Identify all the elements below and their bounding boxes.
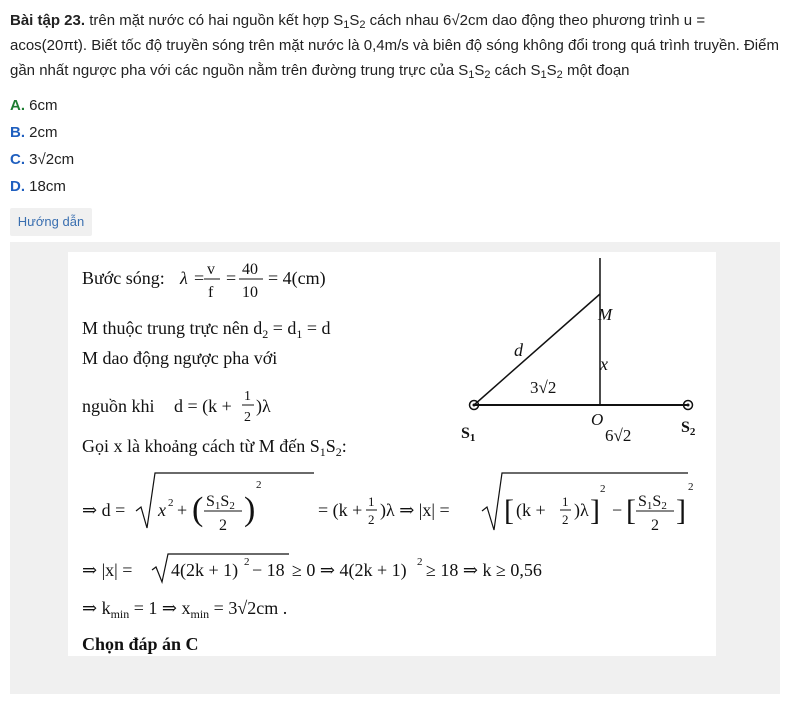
- formula-line-2: [82, 554, 542, 582]
- label-s1: S1: [461, 425, 476, 444]
- conclusion-text: Chọn đáp án C: [82, 634, 199, 654]
- question-text-part: một đoạn: [562, 62, 630, 79]
- eq-k: = (k +: [318, 500, 363, 520]
- minus-sign: −: [612, 500, 623, 520]
- solution-image: [68, 252, 716, 656]
- wavelength-result: = 4(cm): [268, 268, 326, 288]
- subscript: 2: [359, 19, 366, 31]
- question-line-3: [10, 58, 790, 83]
- paren-open: (: [192, 491, 204, 528]
- implies-abs: )λ ⇒ |x| =: [380, 500, 450, 520]
- subscript: 1: [468, 69, 475, 81]
- sqrt-end: − 18: [252, 560, 285, 580]
- frac-s1s2: S1S2: [638, 493, 667, 512]
- frac-one: 1: [562, 494, 569, 509]
- bracket-close: ]: [676, 494, 686, 527]
- subscript: 1: [343, 19, 350, 31]
- question-line-1: [10, 8, 790, 33]
- option-letter: C.: [10, 151, 25, 168]
- call-x-text: Gọi x là khoảng cách từ M đến $S_1S_2$:: [82, 436, 347, 459]
- frac-f: f: [208, 284, 214, 301]
- question-text-part: gần nhất ngược pha với các nguồn nằm trên đường trung trực của S: [10, 62, 469, 79]
- option-text: 18cm: [29, 178, 66, 195]
- subscript: 2: [484, 69, 491, 81]
- implies-abs-x: ⇒ |x| =: [82, 560, 133, 580]
- inequality-1: ≥ 0 ⇒ 4(2k + 1): [292, 560, 407, 580]
- question-text: [10, 8, 790, 83]
- option-letter: A.: [10, 97, 25, 114]
- exponent: 2: [600, 483, 606, 495]
- frac-one: 1: [368, 494, 375, 509]
- antiphase-text: M dao động ngược pha với: [82, 348, 278, 368]
- sqrt-body: 4(2k + 1): [171, 560, 239, 580]
- option-text: 6cm: [29, 97, 58, 114]
- k-bracket: (k +: [516, 500, 546, 520]
- exponent: 2: [417, 556, 423, 568]
- exponent: 2: [256, 479, 262, 491]
- eq-sign: =: [226, 268, 237, 288]
- kmin-line: ⇒ $k_{min} = 1$ ⇒ $x_{min} = 3√2cm$ .: [82, 598, 288, 621]
- formula-line-1: [82, 473, 694, 534]
- label-d: d: [514, 340, 523, 360]
- close-lambda: )λ: [574, 500, 589, 520]
- frac-s1s2: S1S2: [206, 493, 235, 512]
- frac-two: 2: [368, 512, 375, 527]
- subscript: 2: [556, 69, 563, 81]
- frac-two: 2: [562, 512, 569, 527]
- source-s1-center: [473, 404, 476, 407]
- question-text-part: cách S: [490, 62, 541, 79]
- label-o: O: [591, 410, 604, 429]
- frac-one: 1: [244, 389, 251, 404]
- exponent: 2: [244, 556, 250, 568]
- option-d[interactable]: [10, 176, 74, 203]
- question-text-part: S: [474, 62, 485, 79]
- paren-close: ): [244, 491, 256, 528]
- bracket-close: ]: [590, 494, 600, 527]
- frac-two: 2: [651, 517, 659, 534]
- frac-v: v: [207, 261, 215, 278]
- question-text-part: cách nhau 6√2cm dao động theo phương trình u =: [365, 12, 706, 29]
- option-letter: B.: [10, 124, 25, 141]
- geometry-diagram: [461, 258, 696, 445]
- question-text-part: S: [546, 62, 557, 79]
- eq-sign: =: [194, 268, 205, 288]
- label-m: M: [598, 305, 613, 324]
- option-b[interactable]: [10, 122, 74, 149]
- formula-implies-d: ⇒ d =: [82, 500, 126, 520]
- answer-options: [10, 95, 74, 203]
- label-6sqrt2: 6√2: [605, 426, 632, 445]
- question-text-part: trên mặt nước có hai nguồn kết hợp S: [85, 12, 344, 29]
- question-text-part: S: [349, 12, 360, 29]
- d-equation: d = (k +: [174, 396, 232, 416]
- question-title: Bài tập 23.: [10, 12, 86, 29]
- x-var: x: [158, 500, 166, 520]
- wavelength-label: Bước sóng:: [82, 268, 165, 288]
- frac-10: 10: [242, 284, 258, 301]
- label-3sqrt2: 3√2: [530, 378, 557, 397]
- inequality-2: ≥ 18 ⇒ k ≥ 0,56: [426, 560, 542, 580]
- option-c[interactable]: [10, 149, 74, 176]
- option-text: 3√2cm: [29, 151, 75, 168]
- label-x: x: [600, 354, 608, 374]
- source-when-text: nguồn khi: [82, 396, 155, 416]
- exponent: 2: [688, 481, 694, 493]
- plus-sign: +: [177, 500, 188, 520]
- bisector-text: M thuộc trung trực nên $d_2 = d_1 = d$: [82, 318, 331, 341]
- bracket-open: [: [626, 494, 636, 527]
- frac-two: 2: [244, 410, 251, 425]
- frac-two: 2: [219, 517, 227, 534]
- option-a[interactable]: [10, 95, 74, 122]
- question-line-2: acos(20πt). Biết tốc độ truyền sóng trên mặt nước là 0,4m/s và biên độ sóng không đổi trong quá trình truyền. Điểm: [10, 37, 779, 54]
- lambda-symbol: λ: [180, 268, 188, 288]
- guide-toggle-button[interactable]: Hướng dẫn: [10, 208, 92, 236]
- exponent: 2: [168, 497, 174, 509]
- solution-svg: [68, 252, 716, 656]
- option-text: 2cm: [29, 124, 58, 141]
- subscript: 1: [540, 69, 547, 81]
- source-s2-center: [687, 404, 690, 407]
- bracket-open: [: [504, 494, 514, 527]
- frac-40: 40: [242, 261, 258, 278]
- option-letter: D.: [10, 178, 25, 195]
- label-s2: S2: [681, 419, 696, 438]
- close-lambda: )λ: [256, 396, 271, 416]
